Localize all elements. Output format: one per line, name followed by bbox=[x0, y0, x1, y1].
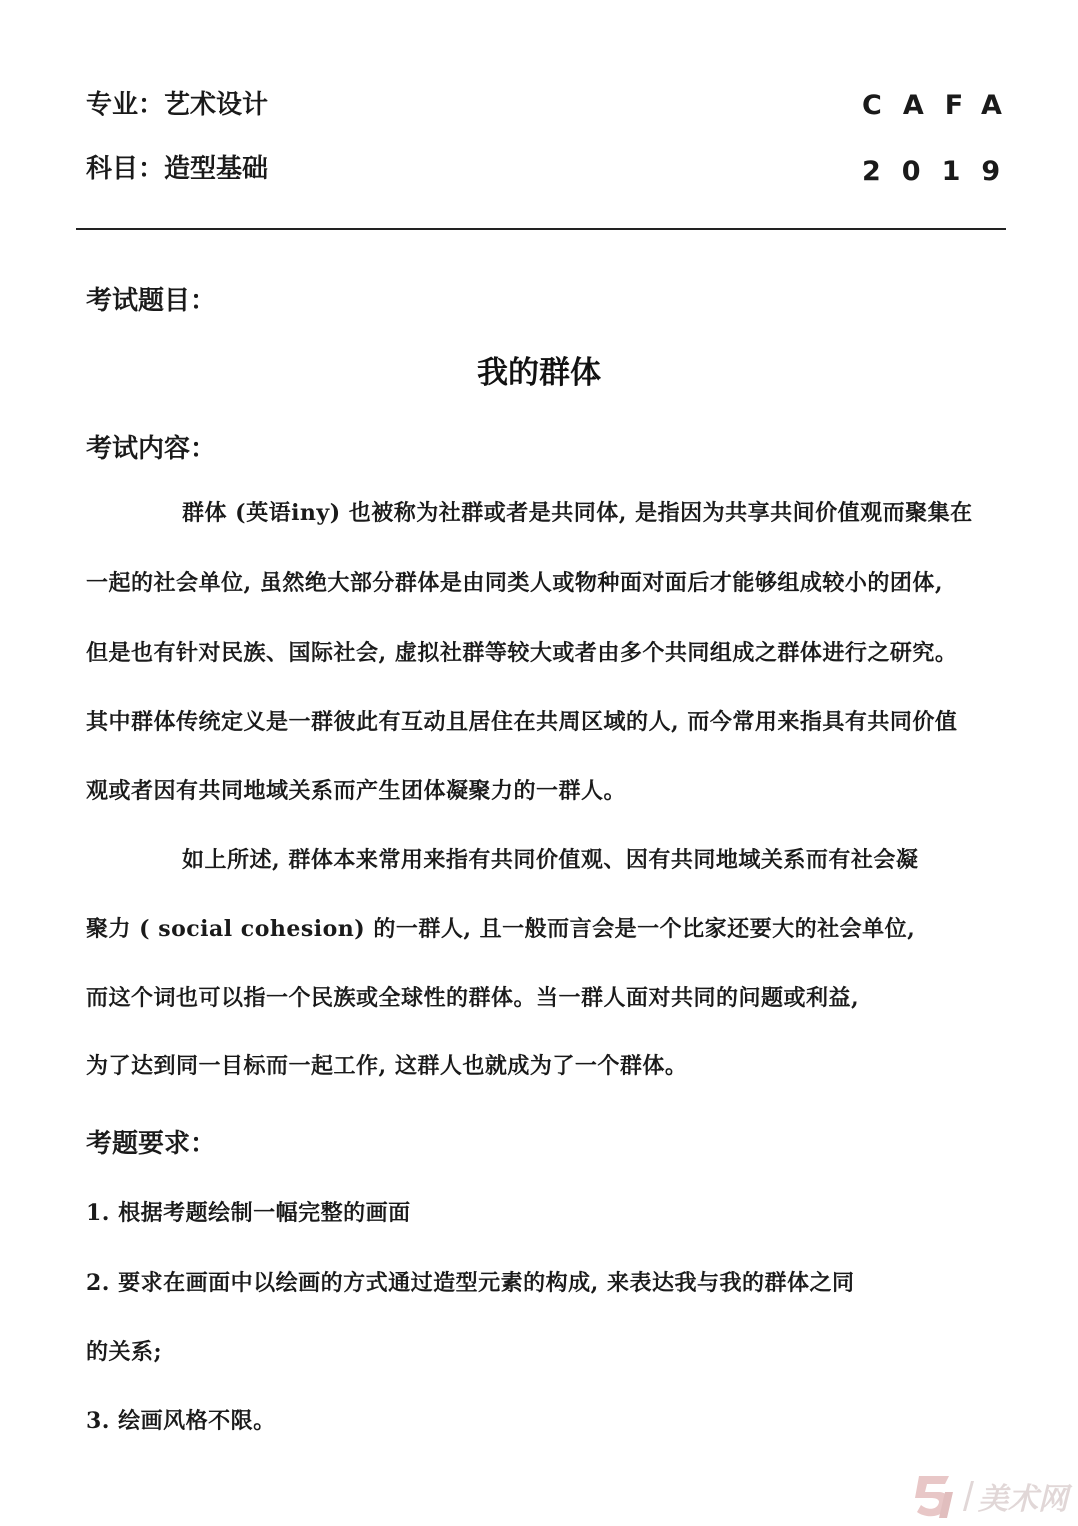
watermark-site-name: 美术网 bbox=[978, 1482, 1068, 1517]
51meishu-logo-icon bbox=[911, 1472, 955, 1520]
content-line: 聚力 ( social cohesion) 的一群人, 且一般而言会是一个比家还要大的社会单位, bbox=[86, 916, 916, 942]
brand-cafa: CAFA bbox=[862, 90, 1023, 121]
content-line: 观或者因有共同地域关系而产生团体凝聚力的一群人。 bbox=[86, 778, 627, 804]
exam-year: 2019 bbox=[862, 156, 1022, 187]
subject-label: 科目：造型基础 bbox=[86, 154, 269, 184]
watermark-separator bbox=[963, 1481, 974, 1511]
requirements-label: 考题要求： bbox=[86, 1129, 217, 1159]
header-divider bbox=[76, 228, 1006, 230]
exam-topic-label: 考试题目： bbox=[86, 286, 217, 316]
content-line: 一起的社会单位, 虽然绝大部分群体是由同类人或物种面对面后才能够组成较小的团体, bbox=[86, 570, 943, 596]
requirement-item: 的关系; bbox=[86, 1339, 163, 1365]
content-line: 群体 (英语iny) 也被称为社群或者是共同体, 是指因为共享共间价值观而聚集在 bbox=[182, 500, 973, 526]
content-line: 而这个词也可以指一个民族或全球性的群体。当一群人面对共同的问题或利益, bbox=[86, 985, 860, 1011]
site-watermark bbox=[911, 1472, 1068, 1520]
requirement-item: 3. 绘画风格不限。 bbox=[86, 1408, 276, 1434]
exam-title: 我的群体 bbox=[477, 355, 601, 391]
exam-content-label: 考试内容： bbox=[86, 434, 217, 464]
content-line: 为了达到同一目标而一起工作, 这群人也就成为了一个群体。 bbox=[86, 1053, 688, 1079]
content-line: 但是也有针对民族、国际社会, 虚拟社群等较大或者由多个共同组成之群体进行之研究。 bbox=[86, 640, 958, 666]
content-line: 其中群体传统定义是一群彼此有互动且居住在共周区域的人, 而今常用来指具有共同价值 bbox=[86, 709, 958, 735]
content-line: 如上所述, 群体本来常用来指有共同价值观、因有共同地域关系而有社会凝 bbox=[182, 847, 919, 873]
requirement-item: 2. 要求在画面中以绘画的方式通过造型元素的构成, 来表达我与我的群体之同 bbox=[86, 1270, 855, 1296]
requirement-item: 1. 根据考题绘制一幅完整的画面 bbox=[86, 1200, 411, 1226]
major-label: 专业：艺术设计 bbox=[86, 90, 269, 120]
